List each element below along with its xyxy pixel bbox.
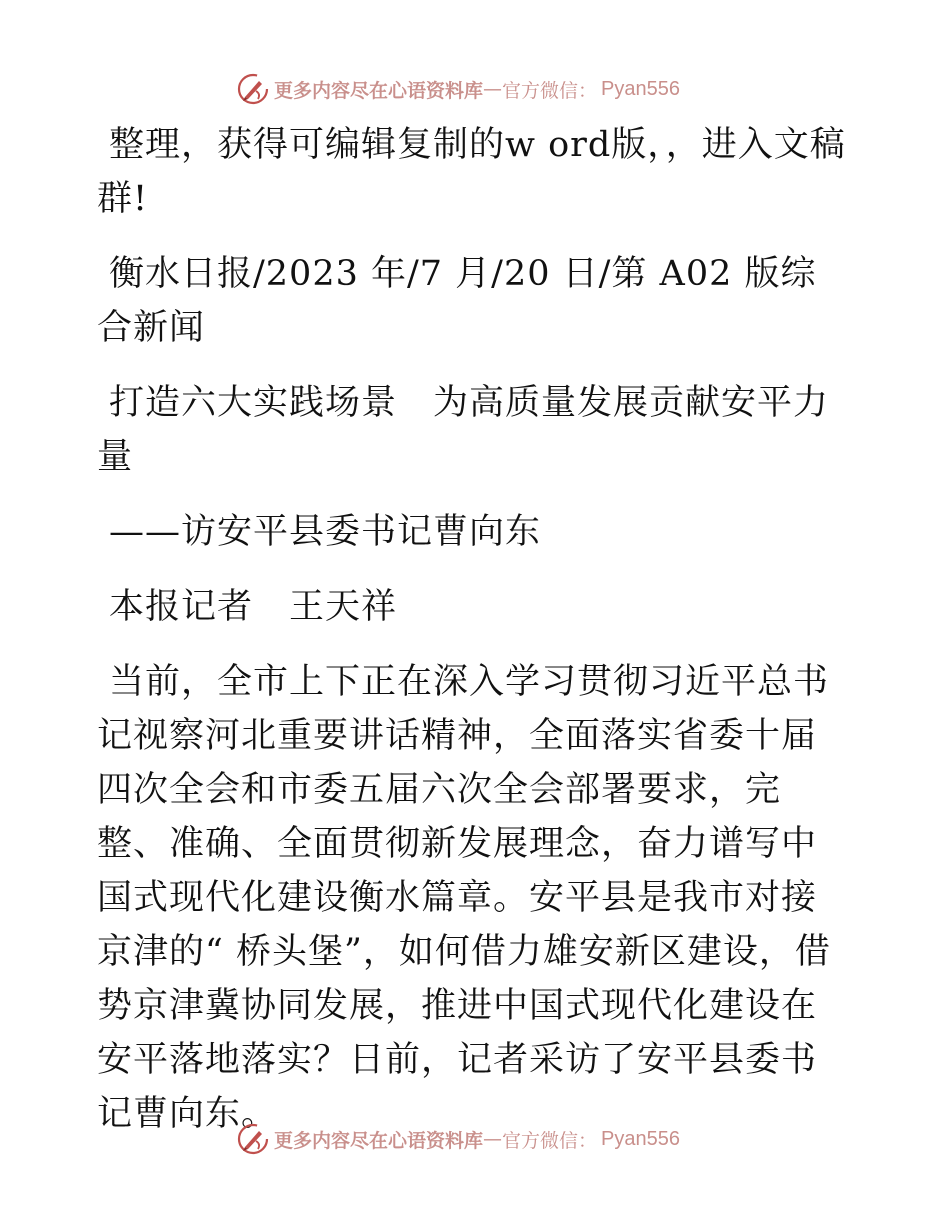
source-line: 衡水日报/2023 年/7 月/20 日/第 A02 版综合新闻: [97, 254, 817, 348]
headline: 打造六大实践场景 为高质量发展贡献安平力量: [97, 383, 830, 477]
byline: 本报记者 王天祥: [109, 587, 398, 627]
watermark-handle: Pyan556: [601, 1127, 681, 1150]
watermark-wechat-label: 官方微信: [502, 79, 579, 102]
watermark-banner-top: [236, 72, 716, 106]
intro-paragraph: 整理，获得可编辑复制的w ord版，，进入文稿群!: [97, 125, 846, 219]
watermark-banner-bottom: [236, 1122, 716, 1156]
subheadline: ——访安平县委书记曹向东: [109, 512, 542, 552]
body-paragraph: 当前，全市上下正在深入学习贯彻习近平总书记视察河北重要讲话精神，全面落实省委十届四次全会和市委五届六次全会部署要求，完整、准确、全面贯彻新发展理念，奋力谱写中国式现代化建设衡水篇章。安平县是我市对接京津的“ 桥头堡”，如何借力雄安新区建设，借势京津冀协同发展，推进中国式现代化建设在安平落地落实？日前，记者采访了安平县委书记曹向东。: [97, 662, 831, 1134]
watermark-handle: Pyan556: [601, 77, 681, 100]
watermark-wechat-label: 官方微信: [502, 1129, 579, 1152]
watermark-site-text: 更多内容尽在心语资料库: [274, 79, 484, 102]
watermark-separator: —: [483, 78, 503, 100]
watermark-colon: ：: [578, 79, 598, 102]
watermark-separator: —: [483, 1128, 503, 1150]
brush-pen-logo-icon: [236, 72, 270, 106]
watermark-colon: ：: [578, 1129, 598, 1152]
document-body: [97, 118, 849, 1162]
brush-pen-logo-icon: [236, 1122, 270, 1156]
watermark-site-text: 更多内容尽在心语资料库: [274, 1129, 484, 1152]
